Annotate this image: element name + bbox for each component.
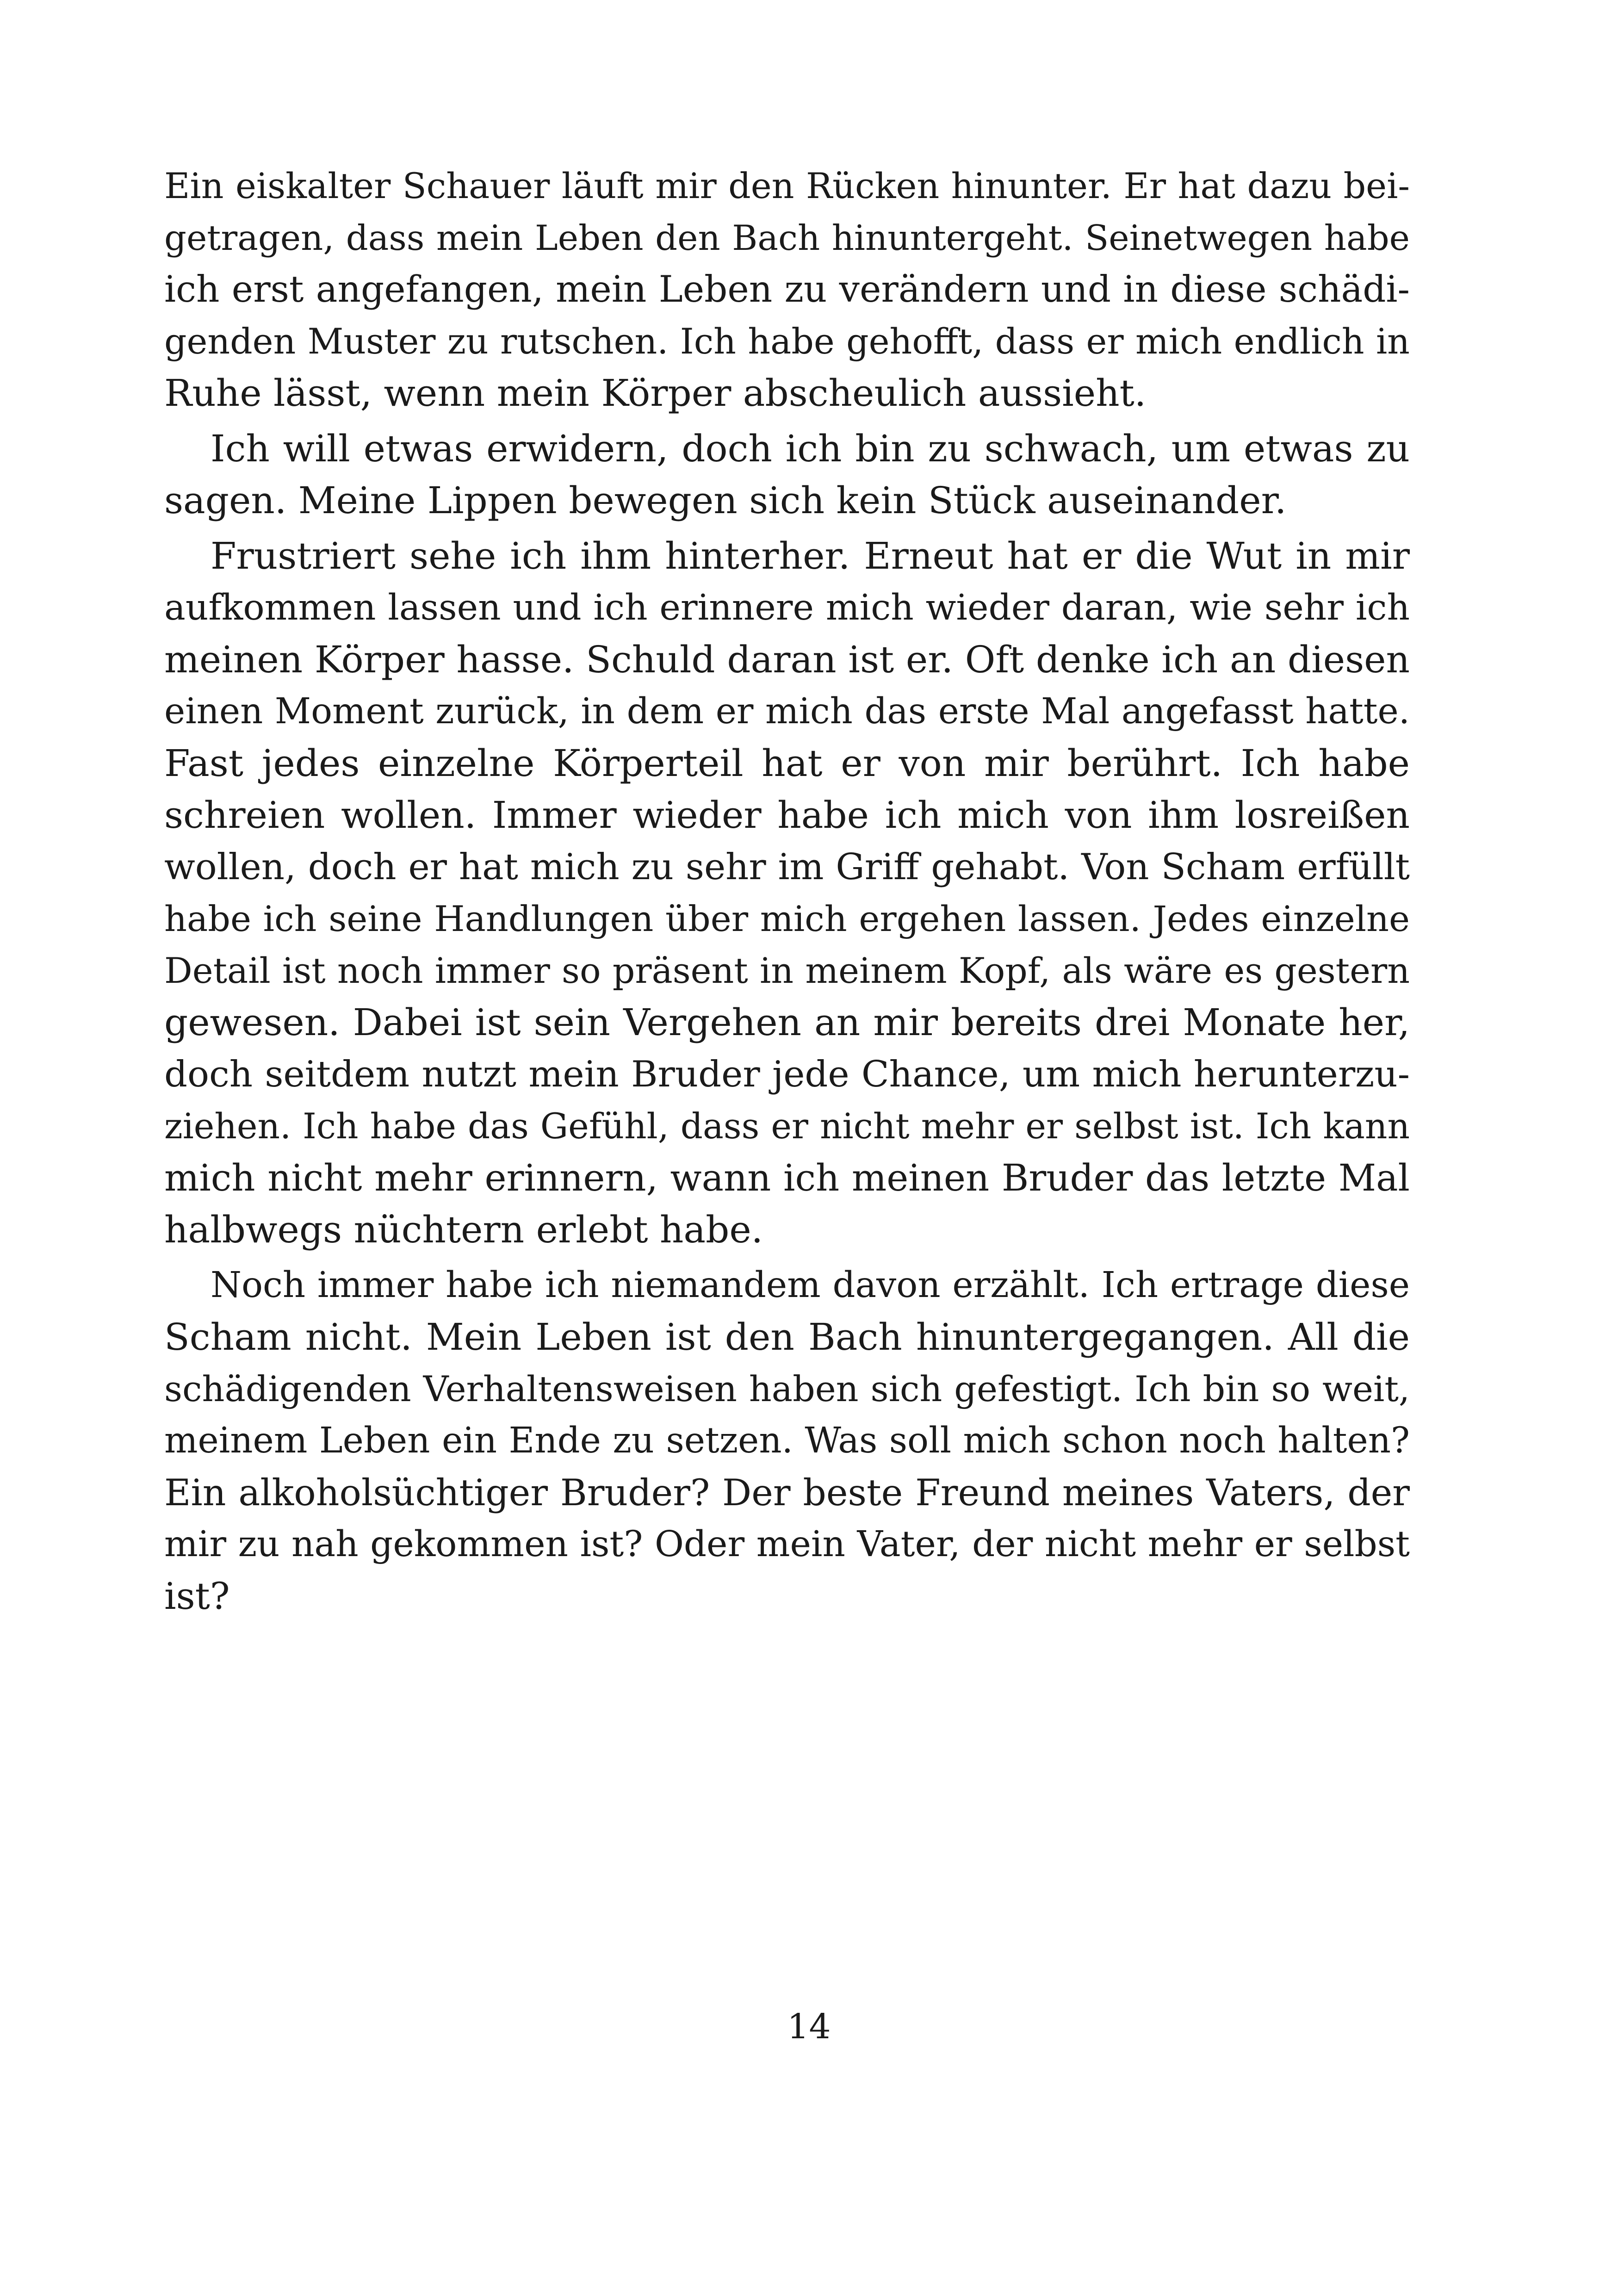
text-line: Ein eiskalter Schauer läuft mir den Rücken hinunter. Er hat dazu bei- [164, 166, 1410, 206]
text-line: Noch immer habe ich niemandem davon erzählt. Ich ertrage diese [211, 1265, 1410, 1306]
text-line: mir zu nah gekommen ist? Oder mein Vater, der nicht mehr er selbst [164, 1524, 1410, 1565]
text-line: Ruhe lässt, wenn mein Körper abscheulich aussieht. [164, 372, 1147, 415]
text-line: meinen Körper hasse. Schuld daran ist er. Oft denke ich an diesen [164, 638, 1410, 681]
text-line: ziehen. Ich habe das Gefühl, dass er nicht mehr er selbst ist. Ich kann [164, 1106, 1410, 1147]
paragraph-spacing [164, 527, 1410, 530]
text-line: Fast jedes einzelne Körperteil hat er von mir berührt. Ich habe [164, 742, 1410, 785]
text-line: sagen. Meine Lippen bewegen sich kein Stück auseinander. [164, 479, 1287, 522]
text-line: gewesen. Dabei ist sein Vergehen an mir bereits drei Monate her, [164, 1001, 1410, 1044]
paragraph-spacing [164, 419, 1410, 423]
text-line: Ich will etwas erwidern, doch ich bin zu schwach, um etwas zu [211, 427, 1410, 470]
text-line: wollen, doch er hat mich zu sehr im Griff gehabt. Von Scham erfüllt [164, 846, 1410, 888]
text-line: Frustriert sehe ich ihm hinterher. Erneut hat er die Wut in mir [211, 534, 1410, 577]
text-line: mich nicht mehr erinnern, wann ich meinen Bruder das letzte Mal [164, 1156, 1410, 1199]
text-line: getragen, dass mein Leben den Bach hinuntergeht. Seinetwegen habe [164, 217, 1410, 258]
text-line: aufkommen lassen und ich erinnere mich wieder daran, wie sehr ich [164, 587, 1410, 628]
text-line: Detail ist noch immer so präsent in meinem Kopf, als wäre es gestern [164, 950, 1410, 991]
text-line: Ein alkoholsüchtiger Bruder? Der beste Freund meines Vaters, der [164, 1471, 1410, 1514]
text-line: habe ich seine Handlungen über mich ergehen lassen. Jedes einzelne [164, 898, 1410, 939]
paragraph-spacing [164, 1256, 1410, 1260]
text-line: ist? [164, 1575, 230, 1618]
text-line: halbwegs nüchtern erlebt habe. [164, 1208, 763, 1251]
text-line: ich erst angefangen, mein Leben zu verändern und in diese schädi- [164, 268, 1410, 310]
text-line: genden Muster zu rutschen. Ich habe gehofft, dass er mich endlich in [164, 321, 1410, 362]
text-line: Scham nicht. Mein Leben ist den Bach hinuntergegangen. All die [164, 1316, 1410, 1359]
page-number: 14 [787, 2007, 831, 2047]
text-line: schreien wollen. Immer wieder habe ich mich von ihm losreißen [164, 794, 1410, 837]
text-line: meinem Leben ein Ende zu setzen. Was soll mich schon noch halten? [164, 1420, 1410, 1461]
paragraph [164, 530, 1410, 1256]
paragraph [164, 423, 1410, 527]
text-line: einen Moment zurück, in dem er mich das erste Mal angefasst hatte. [164, 691, 1410, 732]
paragraph [164, 1260, 1410, 1622]
text-line: doch seitdem nutzt mein Bruder jede Chance, um mich herunterzu- [164, 1054, 1410, 1095]
text-line: schädigenden Verhaltensweisen haben sich gefestigt. Ich bin so weit, [164, 1368, 1410, 1409]
paragraph [164, 160, 1410, 419]
body-text [164, 160, 1410, 1622]
